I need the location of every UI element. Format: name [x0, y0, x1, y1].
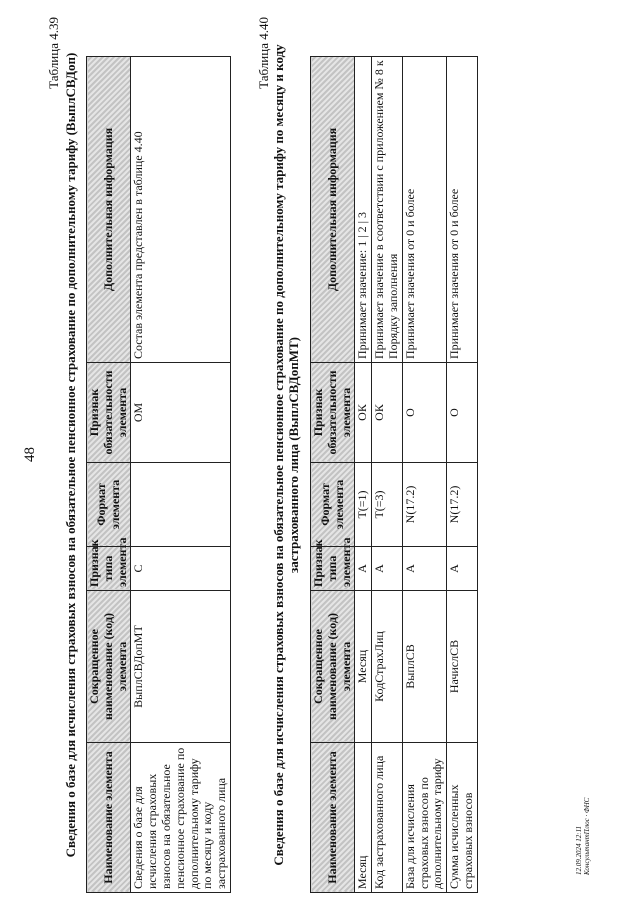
- t39-header-type: Признак типа элемента: [87, 547, 131, 591]
- table-4-39: [86, 56, 231, 893]
- cell-code: ВыплСВДопМТ: [131, 591, 231, 743]
- table-4-39-title: Сведения о базе для исчисления страховых взносов на обязательное пенсионное страхование по дополнительному тарифу (ВыплСВДоп): [63, 52, 78, 858]
- cell-name: Сумма исчисленных страховых взносов: [447, 743, 478, 893]
- cell-name: Месяц: [355, 743, 372, 893]
- cell-name: База для исчисления страховых взносов по дополнительному тарифу: [402, 743, 446, 893]
- cell-code: Месяц: [355, 591, 372, 743]
- cell-type: А: [402, 547, 446, 591]
- cell-info: Принимает значение в соответствии с приложением № 8 к Порядку заполнения: [372, 57, 403, 363]
- table-row: [355, 57, 372, 893]
- cell-required: ОК: [372, 363, 403, 463]
- table-4-39-header-row: [87, 57, 131, 893]
- rotated-content: [20, 15, 620, 895]
- t39-header-format: Формат элемента: [87, 463, 131, 547]
- cell-format: N(17.2): [402, 463, 446, 547]
- cell-type: С: [131, 547, 231, 591]
- t40-header-name: Наименование элемента: [311, 743, 355, 893]
- t39-header-name: Наименование элемента: [87, 743, 131, 893]
- cell-info: Принимает значения от 0 и более: [402, 57, 446, 363]
- cell-required: О: [447, 363, 478, 463]
- t40-header-required: Признак обязательности элемента: [311, 363, 355, 463]
- table-4-40-header-row: [311, 57, 355, 893]
- cell-format: [131, 463, 231, 547]
- footer-source: КонсультантПлюс · ФНС: [583, 797, 592, 875]
- cell-code: КодСтрахЛиц: [372, 591, 403, 743]
- t40-header-format: Формат элемента: [311, 463, 355, 547]
- table-4-40: [310, 56, 478, 893]
- table-row: [131, 57, 231, 893]
- cell-name: Код застрахованного лица: [372, 743, 403, 893]
- cell-required: ОК: [355, 363, 372, 463]
- cell-info: Состав элемента представлен в таблице 4.40: [131, 57, 231, 363]
- cell-required: ОМ: [131, 363, 231, 463]
- t39-header-info: Дополнительная информация: [87, 57, 131, 363]
- table-4-40-title: Сведения о базе для исчисления страховых взносов на обязательное пенсионное страхование по дополнительному тарифу по месяцу и коду застрахованного лица (ВыплСВДопМТ): [271, 44, 301, 866]
- cell-type: А: [447, 547, 478, 591]
- footer-date: 12.09.2024 12:11: [575, 825, 583, 875]
- cell-required: О: [402, 363, 446, 463]
- table-row: [447, 57, 478, 893]
- cell-format: N(17.2): [447, 463, 478, 547]
- page-number: 48: [22, 447, 38, 462]
- cell-format: Т(=3): [372, 463, 403, 547]
- cell-type: А: [372, 547, 403, 591]
- t40-header-code: Сокращенное наименование (код) элемента: [311, 591, 355, 743]
- table-4-40-caption: Таблица 4.40: [256, 17, 271, 89]
- cell-name: Сведения о базе для исчисления страховых взносов на обязательное пенсионное страхование по дополнительному тарифу по месяцу и коду застрахованного лица: [131, 743, 231, 893]
- cell-type: А: [355, 547, 372, 591]
- cell-info: Принимает значение: 1 | 2 | 3: [355, 57, 372, 363]
- table-4-39-caption: Таблица 4.39: [46, 17, 61, 89]
- cell-code: НачислСВ: [447, 591, 478, 743]
- t39-header-code: Сокращенное наименование (код) элемента: [87, 591, 131, 743]
- table-row: [372, 57, 403, 893]
- cell-format: Т(=1): [355, 463, 372, 547]
- cell-code: ВыплСВ: [402, 591, 446, 743]
- t40-header-type: Признак типа элемента: [311, 547, 355, 591]
- table-row: [402, 57, 446, 893]
- t40-header-info: Дополнительная информация: [311, 57, 355, 363]
- t39-header-required: Признак обязательности элемента: [87, 363, 131, 463]
- footer-stamp: [575, 798, 592, 875]
- cell-info: Принимает значения от 0 и более: [447, 57, 478, 363]
